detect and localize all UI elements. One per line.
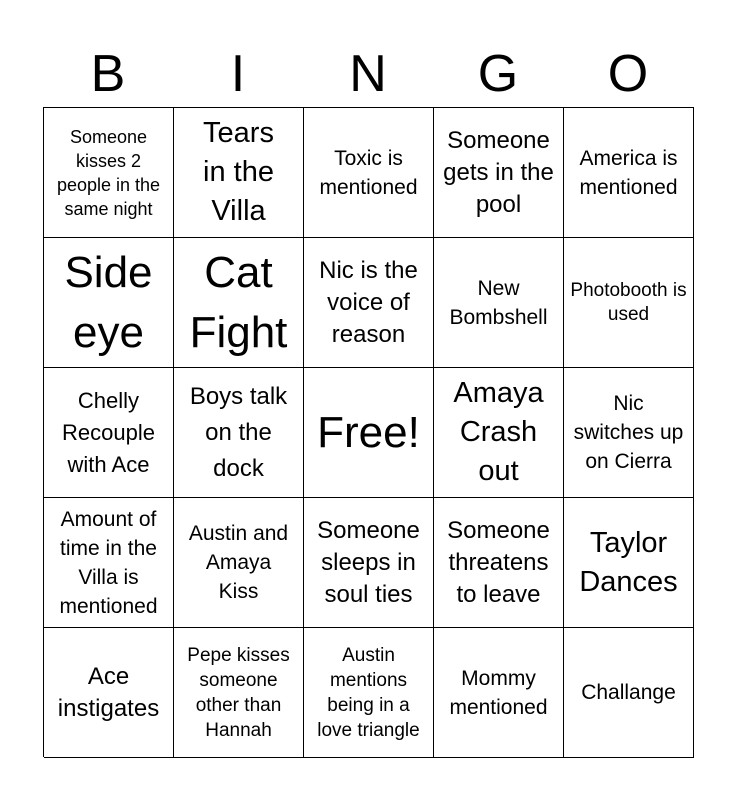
- bingo-cell[interactable]: [434, 238, 564, 368]
- cell-text: Side eye: [64, 247, 153, 357]
- cell-text: Chelly Recouple with Ace: [62, 387, 155, 477]
- cell-text: Tears in the Villa: [203, 117, 274, 227]
- cell-text: Amount of time in the Villa is mentioned: [59, 507, 158, 618]
- bingo-cell[interactable]: [304, 628, 434, 758]
- bingo-cell[interactable]: [434, 368, 564, 498]
- header-letter-i: I: [230, 45, 246, 103]
- cell-text: America is mentioned: [579, 146, 678, 199]
- bingo-board: [43, 107, 694, 757]
- bingo-cell[interactable]: [564, 108, 694, 238]
- bingo-cell[interactable]: [564, 628, 694, 758]
- header-letter-o: O: [607, 45, 649, 103]
- bingo-cell[interactable]: [434, 108, 564, 238]
- bingo-cell[interactable]: [44, 238, 174, 368]
- bingo-cell[interactable]: [304, 498, 434, 628]
- cell-text: Toxic is mentioned: [319, 146, 418, 199]
- cell-text: Amaya Crash out: [453, 377, 544, 487]
- bingo-cell[interactable]: [44, 368, 174, 498]
- bingo-cell[interactable]: [304, 238, 434, 368]
- cell-text: New Bombshell: [449, 276, 548, 329]
- cell-text: Cat Fight: [189, 247, 288, 357]
- bingo-cell[interactable]: [174, 238, 304, 368]
- cell-text: Mommy mentioned: [449, 666, 548, 719]
- cell-text: Ace instigates: [57, 662, 160, 722]
- cell-text: Free!: [317, 407, 420, 457]
- cell-text: Someone gets in the pool: [443, 126, 554, 218]
- bingo-cell[interactable]: [174, 628, 304, 758]
- cell-text: Pepe kisses someone other than Hannah: [187, 644, 290, 741]
- cell-text: Nic switches up on Cierra: [573, 392, 684, 473]
- bingo-cell[interactable]: [174, 368, 304, 498]
- bingo-cell[interactable]: [564, 368, 694, 498]
- cell-text: Challange: [581, 681, 676, 704]
- cell-text: Austin mentions being in a love triangle: [317, 644, 420, 741]
- bingo-cell[interactable]: [44, 108, 174, 238]
- cell-text: Someone kisses 2 people in the same night: [56, 126, 161, 219]
- cell-text: Someone threatens to leave: [447, 516, 550, 608]
- header-letter-g: G: [477, 45, 519, 103]
- bingo-cell[interactable]: [44, 628, 174, 758]
- cell-text: Someone sleeps in soul ties: [317, 516, 420, 608]
- cell-text: Nic is the voice of reason: [319, 256, 418, 348]
- bingo-cell[interactable]: [304, 108, 434, 238]
- bingo-cell[interactable]: [434, 628, 564, 758]
- cell-text: Photobooth is used: [570, 279, 687, 325]
- cell-text: Boys talk on the dock: [189, 382, 288, 482]
- cell-text: Taylor Dances: [579, 526, 678, 598]
- bingo-cell[interactable]: [434, 498, 564, 628]
- bingo-cell[interactable]: [564, 498, 694, 628]
- bingo-cell[interactable]: [564, 238, 694, 368]
- bingo-header: [43, 40, 693, 108]
- header-letter-b: B: [90, 45, 126, 103]
- header-letter-n: N: [349, 45, 387, 103]
- bingo-cell[interactable]: [174, 108, 304, 238]
- bingo-cell[interactable]: [44, 498, 174, 628]
- cell-text: Austin and Amaya Kiss: [188, 522, 289, 603]
- bingo-cell[interactable]: [304, 368, 434, 498]
- bingo-cell[interactable]: [174, 498, 304, 628]
